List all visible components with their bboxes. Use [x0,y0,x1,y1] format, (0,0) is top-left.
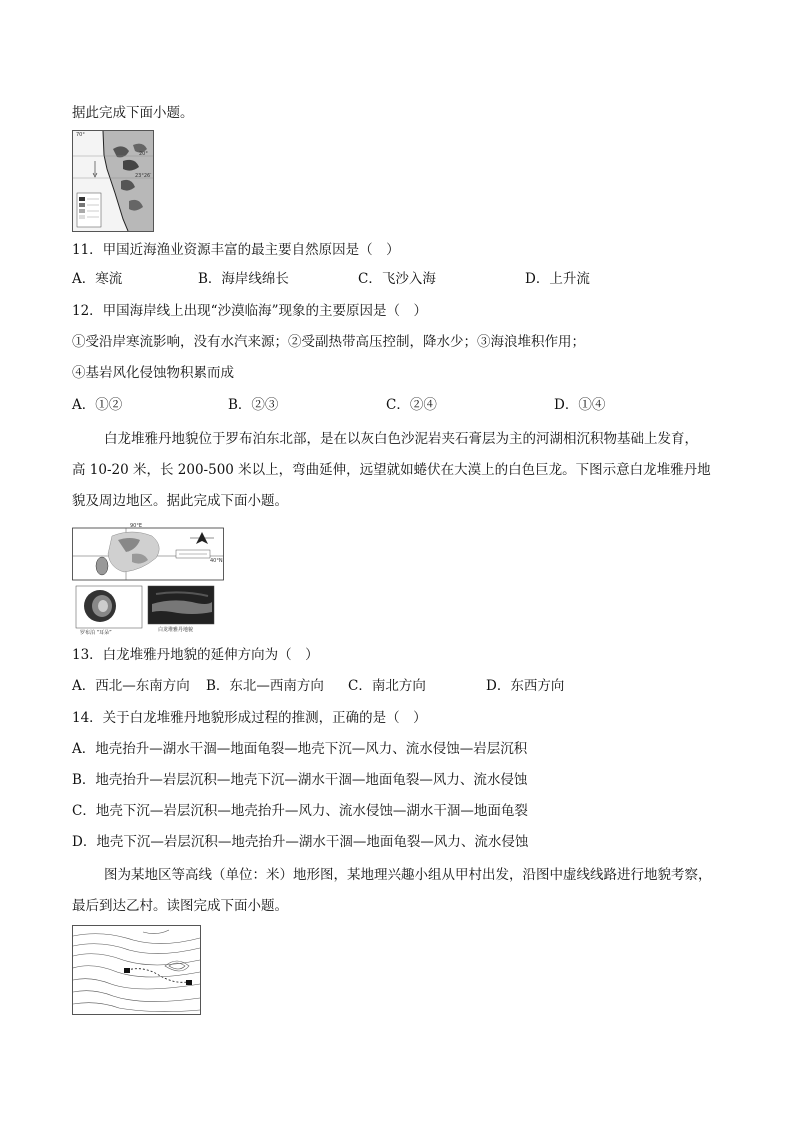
contour-map-image [73,926,200,1014]
coastal-map-figure [72,130,154,232]
q13-option-a[interactable]: A．西北—东南方向 [72,678,190,694]
yardang-map-figure [72,522,224,636]
q14-option-d[interactable]: D．地壳下沉—岩层沉积—地壳抬升—湖水干涸—地面龟裂—风力、流水侵蚀 [72,834,529,850]
q12-statement-line2: ④基岩风化侵蚀物积累而成 [72,365,234,381]
passage2-line3: 貌及周边地区。据此完成下面小题。 [72,493,288,509]
passage2-line1: 白龙堆雅丹地貌位于罗布泊东北部，是在以灰白色沙泥岩夹石膏层为主的河湖相沉积物基础上发育， [104,431,698,447]
map2-lat-label: 40°N [210,558,223,564]
q12-option-d[interactable]: D．①④ [554,397,606,413]
coastal-map-image [73,131,153,231]
q11-option-d[interactable]: D．上升流 [525,271,590,287]
q11-option-a[interactable]: A．寒流 [72,271,123,287]
map2-caption-right: 白龙堆雅丹地貌 [158,627,194,633]
q14-option-a[interactable]: A．地壳抬升—湖水干涸—地面龟裂—地壳下沉—风力、流水侵蚀—岩层沉积 [72,741,528,757]
contour-map-figure [72,925,201,1015]
q12-stem: 12．甲国海岸线上出现“沙漠临海”现象的主要原因是（ ） [72,303,427,319]
intro-text: 据此完成下面小题。 [72,105,194,121]
map1-lat1-label: 20° [139,151,148,157]
map1-lat2-label: 23°26′ [135,173,152,179]
q11-option-c[interactable]: C．飞沙入海 [358,271,436,287]
q14-option-c[interactable]: C．地壳下沉—岩层沉积—地壳抬升—风力、流水侵蚀—湖水干涸—地面龟裂 [72,803,528,819]
q13-option-d[interactable]: D．东西方向 [486,678,565,694]
map1-lon-label: 70° [76,132,85,138]
q12-statement-line1: ①受沿岸寒流影响，没有水汽来源；②受副热带高压控制，降水少；③海浪堆积作用； [72,334,585,350]
q12-option-b[interactable]: B．②③ [228,397,279,413]
q13-option-c[interactable]: C．南北方向 [348,678,426,694]
q11-option-b[interactable]: B．海岸线绵长 [198,271,289,287]
passage2-line2: 高 10-20 米，长 200-500 米以上，弯曲延伸，远望就如蜷伏在大漠上的白色巨龙。下图示意白龙堆雅丹地 [72,462,711,478]
map2-lon-label: 90°E [130,523,143,529]
map2-caption-left: 罗布泊 “耳朵” [80,630,112,636]
q13-option-b[interactable]: B．东北—西南方向 [206,678,324,694]
passage3-line2: 最后到达乙村。读图完成下面小题。 [72,898,288,914]
passage3-line1: 图为某地区等高线（单位：米）地形图，某地理兴趣小组从甲村出发，沿图中虚线线路进行地貌考察， [104,867,712,883]
q12-option-c[interactable]: C．②④ [386,397,437,413]
yardang-map-image [72,522,224,636]
q11-stem: 11．甲国近海渔业资源丰富的最主要自然原因是（ ） [72,242,400,258]
q12-option-a[interactable]: A．①② [72,397,123,413]
q13-stem: 13．白龙堆雅丹地貌的延伸方向为（ ） [72,647,319,663]
q14-stem: 14．关于白龙堆雅丹地貌形成过程的推测，正确的是（ ） [72,710,427,726]
q14-option-b[interactable]: B．地壳抬升—岩层沉积—地壳下沉—湖水干涸—地面龟裂—风力、流水侵蚀 [72,772,528,788]
